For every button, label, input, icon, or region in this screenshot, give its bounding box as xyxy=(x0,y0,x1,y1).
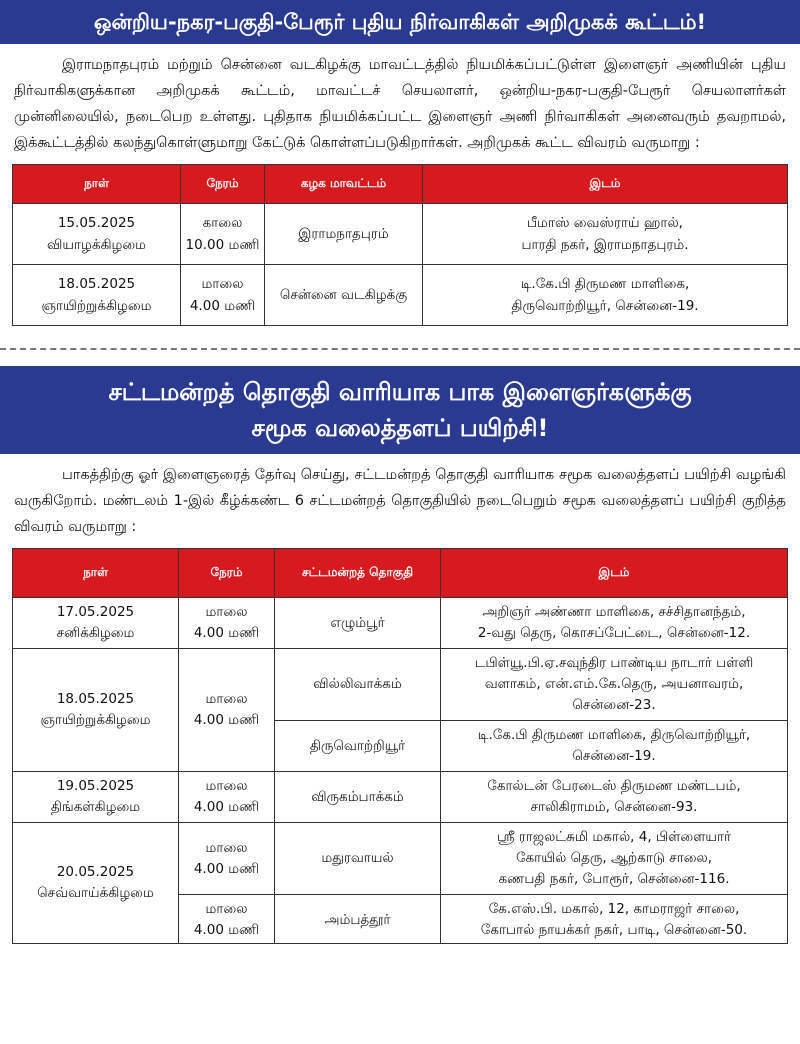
section2-title-line1: சட்டமன்றத் தொகுதி வாரியாக பாக இளைஞர்களுக்கு xyxy=(108,378,692,406)
header-date: நாள் xyxy=(13,165,181,204)
section2-title-line2: சமூக வலைத்தளப் பயிற்சி! xyxy=(251,414,549,442)
time-cell: மாலை 4.00 மணி xyxy=(179,772,275,823)
table-row xyxy=(13,204,788,265)
table-header-row xyxy=(13,165,788,204)
constituency-cell: மதுரவாயல் xyxy=(275,823,441,895)
constituency-cell: அம்பத்தூர் xyxy=(275,895,441,944)
time-cell: மாலை 4.00 மணி xyxy=(179,649,275,772)
header-constituency: சட்டமன்றத் தொகுதி xyxy=(275,549,441,598)
time-cell: மாலை 4.00 மணி xyxy=(181,265,265,326)
table-row xyxy=(13,598,788,649)
table-row xyxy=(13,649,788,721)
table-row xyxy=(13,823,788,895)
venue-cell: டி.கே.பி திருமண மாளிகை, திருவொற்றியூர், சென்னை-19. xyxy=(423,265,788,326)
constituency-cell: விருகம்பாக்கம் xyxy=(275,772,441,823)
meeting-table xyxy=(12,164,788,326)
venue-cell: ஸ்ரீ ராஜலட்சுமி மகால், 4, பிள்ளையார் கோயில் தெரு, ஆற்காடு சாலை, கணபதி நகர், போரூர், சென்னை-116. xyxy=(441,823,788,895)
venue-cell: அறிஞர் அண்ணா மாளிகை, சச்சிதானந்தம், 2-வது தெரு, கொசப்பேட்டை, சென்னை-12. xyxy=(441,598,788,649)
venue-cell: கே.எஸ்.பி. மகால், 12, காமராஜர் சாலை, கோபால் நாயக்கர் நகர், பாடி, சென்னை-50. xyxy=(441,895,788,944)
venue-cell: பீமாஸ் வைஸ்ராய் ஹால், பாரதி நகர், இராமநாதபுரம். xyxy=(423,204,788,265)
header-date: நாள் xyxy=(13,549,179,598)
section2-paragraph: பாகத்திற்கு ஓர் இளைஞரைத் தேர்வு செய்து, சட்டமன்றத் தொகுதி வாரியாக சமூக வலைத்தளப் பயிற்சி வழங்கி வருகிறோம். மண்டலம் 1-இல் கீழ்க்கண்ட 6 சட்டமன்றத் தொகுதியில் நடைபெறும் சமூக வலைத்தளப் பயிற்சி குறித்த விவரம் வருமாறு : xyxy=(14,467,786,535)
date-cell: 20.05.2025 செவ்வாய்க்கிழமை xyxy=(13,823,179,944)
constituency-cell: திருவொற்றியூர் xyxy=(275,721,441,772)
venue-cell: கோல்டன் பேரடைஸ் திருமண மண்டபம், சாலிகிராமம், சென்னை-93. xyxy=(441,772,788,823)
date-cell: 17.05.2025 சனிக்கிழமை xyxy=(13,598,179,649)
constituency-cell: வில்லிவாக்கம் xyxy=(275,649,441,721)
section1-paragraph: இராமநாதபுரம் மற்றும் சென்னை வடகிழக்கு மாவட்டத்தில் நியமிக்கப்பட்டுள்ள இளைஞர் அணியின் புதிய நிர்வாகிகளுக்கான அறிமுகக் கூட்டம், மாவட்டச் செயலாளர், ஒன்றிய-நகர-பகுதி-பேரூர் செயலாளர்கள் முன்னிலையில், நடைபெற உள்ளது. புதிதாக நியமிக்கப்பட்ட இளைஞர் அணி நிர்வாகிகள் அனைவரும் தவறாமல், இக்கூட்டத்தில் கலந்துகொள்ளுமாறு கேட்டுக் கொள்ளப்படுகிறார்கள். அறிமுகக் கூட்ட விவரம் வருமாறு : xyxy=(14,57,786,151)
date-cell: 15.05.2025 வியாழக்கிழமை xyxy=(13,204,181,265)
header-district: கழக மாவட்டம் xyxy=(265,165,423,204)
table-row xyxy=(13,265,788,326)
district-cell: சென்னை வடகிழக்கு xyxy=(265,265,423,326)
header-time: நேரம் xyxy=(179,549,275,598)
table-row xyxy=(13,772,788,823)
time-cell: மாலை 4.00 மணி xyxy=(179,895,275,944)
section2-title xyxy=(0,366,800,454)
venue-cell: டி.கே.பி திருமண மாளிகை, திருவொற்றியூர், சென்னை-19. xyxy=(441,721,788,772)
constituency-cell: எழும்பூர் xyxy=(275,598,441,649)
time-cell: காலை 10.00 மணி xyxy=(181,204,265,265)
date-cell: 18.05.2025 ஞாயிற்றுக்கிழமை xyxy=(13,649,179,772)
header-time: நேரம் xyxy=(181,165,265,204)
time-cell: மாலை 4.00 மணி xyxy=(179,598,275,649)
header-venue: இடம் xyxy=(423,165,788,204)
section1-title: ஒன்றிய-நகர-பகுதி-பேரூர் புதிய நிர்வாகிகள் அறிமுகக் கூட்டம்! xyxy=(0,0,800,44)
venue-cell: டபிள்யூ.பி.ஏ.சவுந்திர பாண்டிய நாடார் பள்ளி வளாகம், என்.எம்.கே.தெரு, அயனாவரம், சென்னை-23. xyxy=(441,649,788,721)
date-cell: 18.05.2025 ஞாயிற்றுக்கிழமை xyxy=(13,265,181,326)
table-header-row xyxy=(13,549,788,598)
time-cell: மாலை 4.00 மணி xyxy=(179,823,275,895)
dashed-divider xyxy=(0,348,800,350)
date-cell: 19.05.2025 திங்கள்கிழமை xyxy=(13,772,179,823)
district-cell: இராமநாதபுரம் xyxy=(265,204,423,265)
training-table xyxy=(12,548,788,944)
header-venue: இடம் xyxy=(441,549,788,598)
